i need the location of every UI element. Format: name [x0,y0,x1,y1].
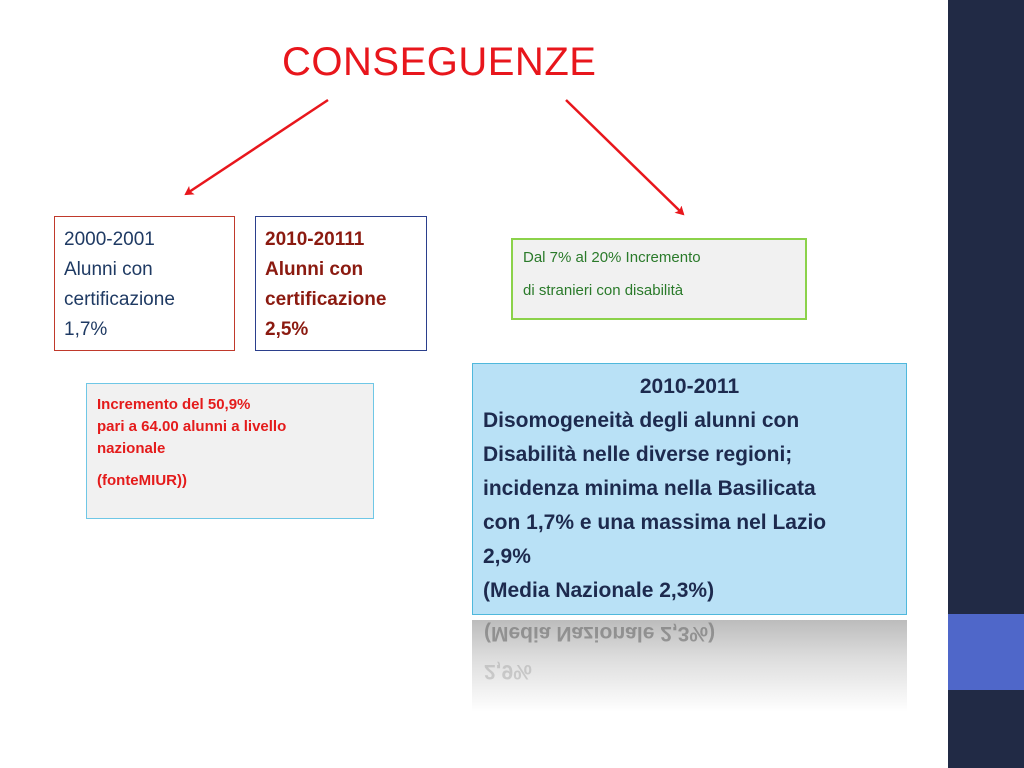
right-arrow [566,100,683,214]
box-2010-label1: Alunni con [265,259,364,280]
regioni-line3: incidenza minima nella Basilicata [483,477,816,500]
regioni-year: 2010-2011 [639,375,740,398]
incremento-line1: Incremento del 50,9% [97,396,251,413]
box-regioni-reflection [472,620,907,712]
box-2000-label1: Alunni con [64,259,153,280]
incremento-line3: nazionale [97,440,166,457]
incremento-source: (fonteMIUR)) [97,472,187,489]
regioni-line5: 2,9% [483,545,531,568]
left-arrow [186,100,328,194]
reflection-line6: (Media Nazionale 2,3%) [484,622,716,645]
box-2010-percent: 2,5% [265,319,309,340]
box-stranieri [511,238,807,320]
sidebar-accent-block [948,614,1024,690]
regioni-line6: (Media Nazionale 2,3%) [483,579,715,602]
box-incremento [86,383,374,519]
box-2010-label2: certificazione [265,289,387,310]
stranieri-line2: di stranieri con disabilità [523,282,684,299]
reflection-line5: 2,9% [484,660,532,683]
regioni-line1: Disomogeneità degli alunni con [483,409,800,432]
regioni-line2: Disabilità nelle diverse regioni; [483,443,793,466]
box-regioni [472,363,907,615]
box-2010-20111 [255,216,427,351]
stranieri-line1: Dal 7% al 20% Incremento [523,249,701,266]
box-2000-percent: 1,7% [64,319,108,340]
box-2010-year: 2010-20111 [265,229,365,250]
box-2000-2001 [54,216,235,351]
box-2000-label2: certificazione [64,289,175,310]
box-2000-year: 2000-2001 [64,229,155,250]
slide-title: CONSEGUENZE [282,40,597,84]
regioni-line4: con 1,7% e una massima nel Lazio [483,511,827,534]
incremento-line2: pari a 64.00 alunni a livello [97,418,287,435]
